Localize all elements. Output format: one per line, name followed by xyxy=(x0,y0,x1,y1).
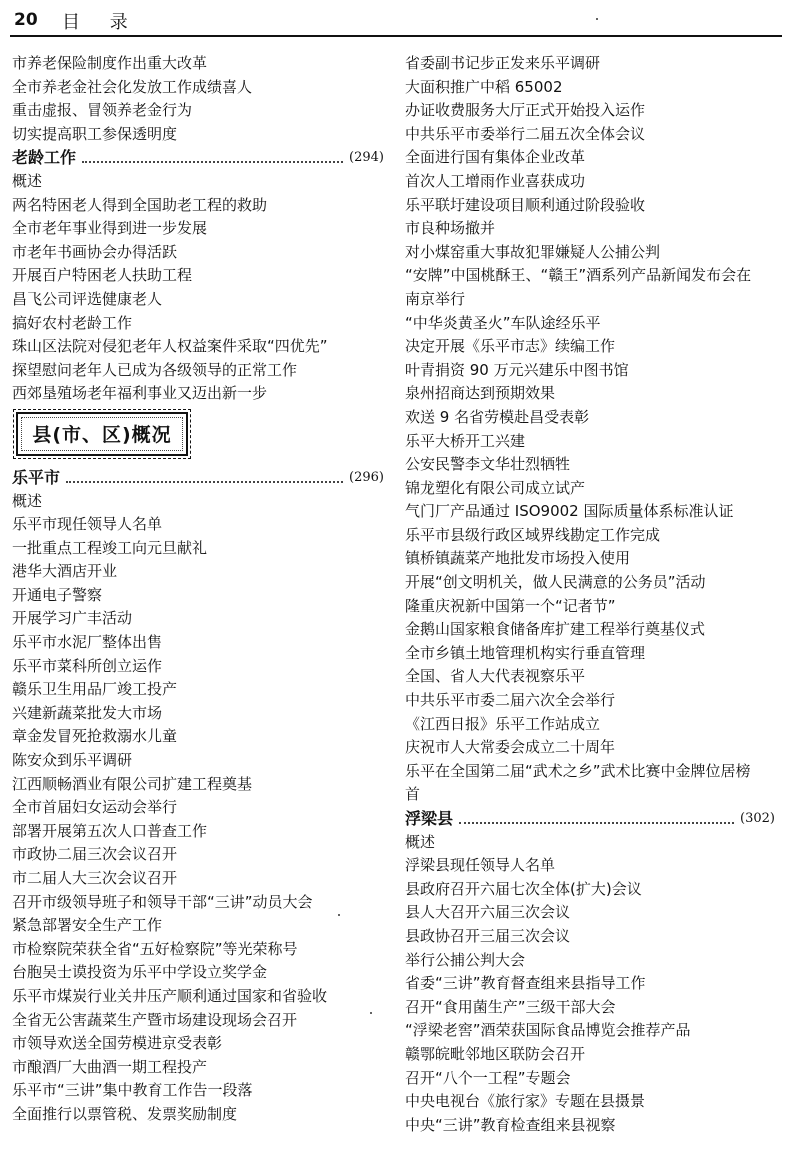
toc-entry: “中华炎黄圣火”车队途经乐平 xyxy=(405,313,601,332)
toc-entry: 办证收费服务大厅正式开始投入运作 xyxy=(405,101,646,120)
toc-entry: 南京举行 xyxy=(405,289,466,308)
toc-entry: 探望慰问老年人已成为各级领导的正常工作 xyxy=(12,360,298,379)
toc-entry: 县政协召开三届三次会议 xyxy=(405,926,571,945)
toc-entry: 金鹅山国家粮食储备库扩建工程举行奠基仪式 xyxy=(405,620,706,639)
toc-entry: 锦龙塑化有限公司成立试产 xyxy=(405,478,586,497)
toc-entry: 浮梁县现任领导人名单 xyxy=(405,856,556,875)
toc-entry: 市酿酒厂大曲酒一期工程投产 xyxy=(12,1057,208,1076)
toc-entry: 乐平市“三讲”集中教育工作告一段落 xyxy=(12,1081,253,1100)
toc-entry: 开展百户特困老人扶助工程 xyxy=(12,266,193,285)
toc-entry: 举行公捕公判大会 xyxy=(405,950,526,969)
toc-entry: 首 xyxy=(405,785,421,804)
page-header xyxy=(0,0,800,40)
toc-entry: 部署开展第五次人口普查工作 xyxy=(12,821,208,840)
toc-entry: 首次人工增雨作业喜获成功 xyxy=(405,171,586,190)
toc-entry: 中央电视台《旅行家》专题在县摄景 xyxy=(405,1092,646,1111)
toc-entry: 《江西日报》乐平工作站成立 xyxy=(405,714,601,733)
toc-entry: 一批重点工程竣工向元旦献礼 xyxy=(12,538,208,557)
scan-speck xyxy=(596,18,598,20)
toc-entry: 市检察院荣获全省“五好检察院”等光荣称号 xyxy=(12,939,298,958)
toc-entry: 乐平市现任领导人名单 xyxy=(12,515,163,534)
toc-entry: 兴建新蔬菜批发大市场 xyxy=(12,703,163,722)
toc-entry: 乐平市煤炭行业关井压产顺利通过国家和省验收 xyxy=(12,986,328,1005)
toc-entry: 省委“三讲”教育督查组来县指导工作 xyxy=(405,974,646,993)
dot-leader xyxy=(66,481,343,483)
toc-entry: 搞好农村老龄工作 xyxy=(12,313,133,332)
toc-entry: 召开市级领导班子和领导干部“三讲”动员大会 xyxy=(12,892,313,911)
toc-entry: 开通电子警察 xyxy=(12,585,103,604)
page-title: 目 录 xyxy=(62,12,140,33)
page-number: 20 xyxy=(14,10,38,30)
section-page-number: (302) xyxy=(740,811,775,826)
toc-entry: 大面积推广中稻 65002 xyxy=(405,77,563,96)
toc-entry: 县政府召开六届七次全体(扩大)会议 xyxy=(405,879,642,898)
toc-entry: 市养老保险制度作出重大改革 xyxy=(12,54,208,72)
toc-section-heading xyxy=(12,466,384,490)
toc-entry: 全面推行以票管税、发票奖励制度 xyxy=(12,1104,238,1123)
toc-entry: 召开“食用菌生产”三级干部大会 xyxy=(405,997,616,1016)
toc-entry: 中央“三讲”教育检查组来县视察 xyxy=(405,1115,616,1134)
section-page-number: (294) xyxy=(349,150,384,166)
toc-entry: 泉州招商达到预期效果 xyxy=(405,384,556,403)
toc-entry: 概述 xyxy=(405,832,436,851)
toc-entry: 赣乐卫生用品厂竣工投产 xyxy=(12,680,178,699)
toc-entry: 乐平联圩建设项目顺利通过阶段验收 xyxy=(405,195,646,214)
dot-leader xyxy=(82,161,343,163)
toc-section-heading xyxy=(12,146,384,170)
chapter-title: 县(市、区)概况 xyxy=(32,424,172,447)
toc-entry: 陈安众到乐平调研 xyxy=(12,751,133,770)
toc-entry: 召开“八个一工程”专题会 xyxy=(405,1068,571,1087)
toc-entry: 市良种场撤并 xyxy=(405,219,496,238)
toc-entry: 乐平市县级行政区域界线勘定工作完成 xyxy=(405,525,661,544)
toc-entry: 重击虚报、冒领养老金行为 xyxy=(12,101,193,120)
toc-entry: 全国、省人大代表视察乐平 xyxy=(405,667,586,686)
toc-entry: 乐平大桥开工兴建 xyxy=(405,431,526,450)
toc-entry: 全市老年事业得到进一步发展 xyxy=(12,219,208,238)
toc-entry: 乐平市水泥厂整体出售 xyxy=(12,633,163,652)
toc-entry: 市政协二届三次会议召开 xyxy=(12,845,178,864)
toc-entry: 赣鄂皖毗邻地区联防会召开 xyxy=(405,1044,586,1063)
toc-entry: 乐平市菜科所创立运作 xyxy=(12,656,163,675)
toc-entry: 决定开展《乐平市志》续编工作 xyxy=(405,337,616,356)
toc-entry: 昌飞公司评选健康老人 xyxy=(12,289,163,308)
toc-entry: “浮梁老窖”酒荣获国际食品博览会推荐产品 xyxy=(405,1021,691,1040)
toc-entry: 市领导欢送全国劳模进京受表彰 xyxy=(12,1034,223,1053)
chapter-title-box xyxy=(16,412,188,456)
dot-leader xyxy=(459,822,734,824)
toc-entry: 开展“创文明机关，做人民满意的公务员”活动 xyxy=(405,573,706,592)
toc-entry: 概述 xyxy=(12,171,43,190)
toc-entry: 全面进行国有集体企业改革 xyxy=(405,148,586,167)
toc-entry: 省委副书记步正发来乐平调研 xyxy=(405,54,601,72)
toc-entry: 江西顺畅酒业有限公司扩建工程奠基 xyxy=(12,774,253,793)
section-title: 乐平市 xyxy=(12,467,61,487)
section-title: 浮梁县 xyxy=(405,809,454,828)
header-rule xyxy=(10,35,782,37)
chapter-box-wrapper xyxy=(12,406,384,466)
toc-entry: 西郊垦殖场老年福利事业又迈出新一步 xyxy=(12,384,268,403)
toc-entry: 乐平在全国第二届“武术之乡”武术比赛中金牌位居榜 xyxy=(405,761,751,780)
toc-entry: 全市养老金社会化发放工作成绩喜人 xyxy=(12,77,253,96)
toc-entry: 气门厂产品通过 ISO9002 国际质量体系标准认证 xyxy=(405,502,734,521)
toc-section-heading xyxy=(405,807,775,831)
toc-left-column xyxy=(12,52,384,1127)
toc-entry: 两名特困老人得到全国助老工程的救助 xyxy=(12,195,268,214)
toc-entry: 县人大召开六届三次会议 xyxy=(405,903,571,922)
toc-entry: 紧急部署安全生产工作 xyxy=(12,916,163,935)
toc-entry: 珠山区法院对侵犯老年人权益案件采取“四优先” xyxy=(12,337,328,356)
toc-entry: 全市首届妇女运动会举行 xyxy=(12,798,178,817)
toc-entry: 市老年书画协会办得活跃 xyxy=(12,242,178,261)
toc-entry: 开展学习广丰活动 xyxy=(12,609,133,628)
toc-entry: 中共乐平市委举行二届五次全体会议 xyxy=(405,124,646,143)
toc-entry: 切实提高职工参保透明度 xyxy=(12,124,178,143)
toc-entry: 公安民警李文华壮烈牺牲 xyxy=(405,455,571,474)
toc-entry: 叶青捐资 90 万元兴建乐中图书馆 xyxy=(405,360,629,379)
section-page-number: (296) xyxy=(349,469,384,485)
toc-entry: 庆祝市人大常委会成立二十周年 xyxy=(405,738,616,757)
toc-entry: 港华大酒店开业 xyxy=(12,562,118,581)
section-title: 老龄工作 xyxy=(12,148,77,168)
toc-entry: 隆重庆祝新中国第一个“记者节” xyxy=(405,596,616,615)
toc-entry: 全省无公害蔬菜生产暨市场建设现场会召开 xyxy=(12,1010,298,1029)
toc-entry: 镇桥镇蔬菜产地批发市场投入使用 xyxy=(405,549,631,568)
toc-entry: 市二届人大三次会议召开 xyxy=(12,869,178,887)
toc-entry: 对小煤窑重大事故犯罪嫌疑人公捕公判 xyxy=(405,242,661,261)
toc-entry: 台胞吴士谟投资为乐平中学设立奖学金 xyxy=(12,963,268,982)
toc-entry: 欢送 9 名省劳模赴昌受表彰 xyxy=(405,407,590,426)
toc-right-column xyxy=(405,52,775,1137)
toc-entry: 中共乐平市委二届六次全会举行 xyxy=(405,691,616,710)
toc-entry: 章金发冒死抢救溺水儿童 xyxy=(12,727,178,746)
toc-entry: “安牌”中国桃酥王、“赣王”酒系列产品新闻发布会在 xyxy=(405,266,752,285)
toc-entry: 概述 xyxy=(12,491,43,510)
toc-entry: 全市乡镇土地管理机构实行垂直管理 xyxy=(405,643,646,662)
